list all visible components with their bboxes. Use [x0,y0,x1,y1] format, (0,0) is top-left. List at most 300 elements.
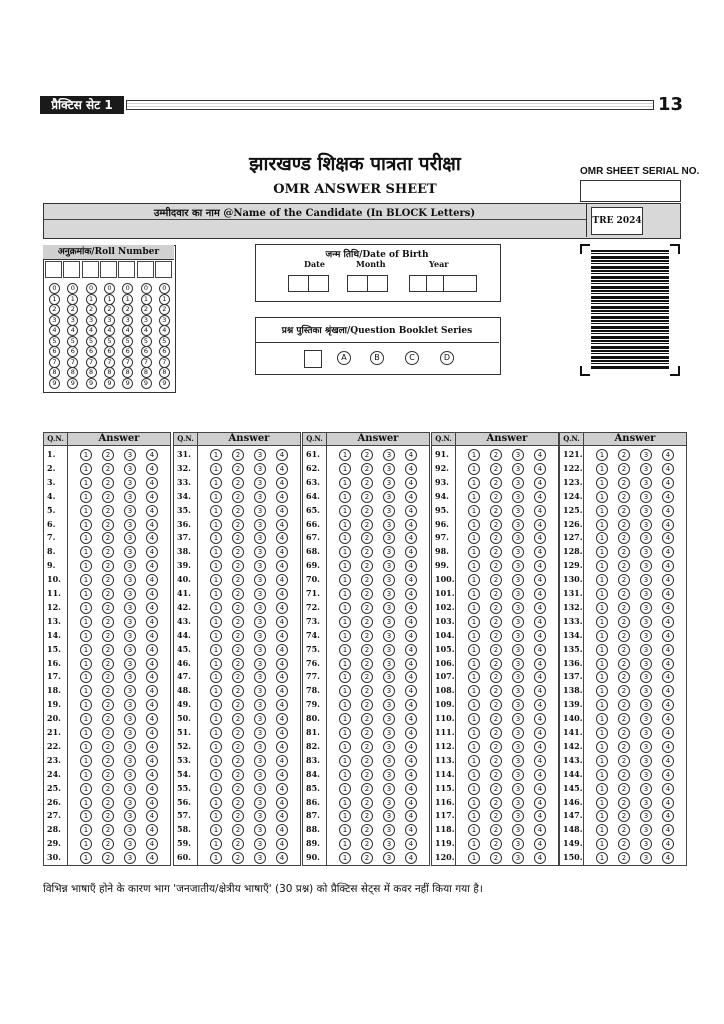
answer-option-bubble[interactable]: 1 [80,671,92,683]
answer-option-bubble[interactable]: 3 [383,810,395,822]
answer-option-bubble[interactable]: 3 [383,602,395,614]
answer-option-bubble[interactable]: 2 [102,783,114,795]
answer-option-bubble[interactable]: 3 [254,588,266,600]
dob-year-cell-2[interactable] [426,275,444,292]
roll-bubble[interactable]: 4 [159,325,170,336]
answer-option-bubble[interactable]: 1 [339,824,351,836]
answer-option-bubble[interactable]: 2 [490,755,502,767]
roll-bubble[interactable]: 6 [141,346,152,357]
answer-option-bubble[interactable]: 1 [596,560,608,572]
answer-option-bubble[interactable]: 1 [468,741,480,753]
answer-option-bubble[interactable]: 1 [210,671,222,683]
roll-bubble[interactable]: 7 [67,357,78,368]
answer-option-bubble[interactable]: 2 [232,727,244,739]
answer-option-bubble[interactable]: 2 [618,810,630,822]
answer-option-bubble[interactable]: 3 [640,810,652,822]
answer-option-bubble[interactable]: 4 [146,824,158,836]
answer-option-bubble[interactable]: 4 [146,588,158,600]
answer-option-bubble[interactable]: 3 [640,769,652,781]
answer-option-bubble[interactable]: 4 [534,852,546,864]
answer-option-bubble[interactable]: 3 [124,491,136,503]
roll-bubble[interactable]: 8 [141,367,152,378]
answer-option-bubble[interactable]: 1 [596,463,608,475]
answer-option-bubble[interactable]: 1 [210,491,222,503]
answer-option-bubble[interactable]: 1 [210,769,222,781]
answer-option-bubble[interactable]: 1 [468,574,480,586]
answer-option-bubble[interactable]: 2 [102,616,114,628]
serial-number-field[interactable] [580,180,681,202]
roll-digit-box-4[interactable] [100,261,117,278]
answer-option-bubble[interactable]: 1 [210,449,222,461]
answer-option-bubble[interactable]: 1 [210,658,222,670]
answer-option-bubble[interactable]: 4 [662,574,674,586]
answer-option-bubble[interactable]: 3 [640,449,652,461]
answer-option-bubble[interactable]: 3 [512,630,524,642]
dob-month-cell-2[interactable] [367,275,388,292]
answer-option-bubble[interactable]: 2 [102,713,114,725]
answer-option-bubble[interactable]: 3 [254,755,266,767]
answer-option-bubble[interactable]: 3 [383,658,395,670]
answer-option-bubble[interactable]: 1 [80,727,92,739]
answer-option-bubble[interactable]: 3 [254,838,266,850]
roll-bubble[interactable]: 9 [86,378,97,389]
answer-option-bubble[interactable]: 2 [618,713,630,725]
answer-option-bubble[interactable]: 2 [102,505,114,517]
answer-option-bubble[interactable]: 3 [640,838,652,850]
answer-option-bubble[interactable]: 4 [405,741,417,753]
answer-option-bubble[interactable]: 1 [339,741,351,753]
answer-option-bubble[interactable]: 3 [512,797,524,809]
answer-option-bubble[interactable]: 1 [468,602,480,614]
answer-option-bubble[interactable]: 3 [254,713,266,725]
answer-option-bubble[interactable]: 1 [596,852,608,864]
answer-option-bubble[interactable]: 4 [405,727,417,739]
answer-option-bubble[interactable]: 3 [383,741,395,753]
answer-option-bubble[interactable]: 2 [361,602,373,614]
roll-bubble[interactable]: 7 [86,357,97,368]
answer-option-bubble[interactable]: 2 [232,741,244,753]
answer-option-bubble[interactable]: 3 [512,671,524,683]
answer-option-bubble[interactable]: 2 [361,519,373,531]
answer-option-bubble[interactable]: 1 [210,602,222,614]
answer-option-bubble[interactable]: 4 [662,838,674,850]
answer-option-bubble[interactable]: 4 [405,699,417,711]
answer-option-bubble[interactable]: 1 [596,658,608,670]
answer-option-bubble[interactable]: 2 [490,699,502,711]
roll-digit-box-6[interactable] [137,261,154,278]
answer-option-bubble[interactable]: 2 [490,519,502,531]
answer-option-bubble[interactable]: 2 [102,852,114,864]
answer-option-bubble[interactable]: 1 [80,824,92,836]
answer-option-bubble[interactable]: 3 [124,852,136,864]
answer-option-bubble[interactable]: 2 [618,449,630,461]
answer-option-bubble[interactable]: 3 [383,463,395,475]
answer-option-bubble[interactable]: 1 [339,505,351,517]
roll-bubble[interactable]: 3 [159,315,170,326]
answer-option-bubble[interactable]: 2 [102,727,114,739]
answer-option-bubble[interactable]: 4 [662,477,674,489]
answer-option-bubble[interactable]: 3 [640,491,652,503]
answer-option-bubble[interactable]: 1 [80,783,92,795]
answer-option-bubble[interactable]: 2 [232,477,244,489]
roll-bubble[interactable]: 9 [122,378,133,389]
answer-option-bubble[interactable]: 3 [640,546,652,558]
answer-option-bubble[interactable]: 2 [232,574,244,586]
answer-option-bubble[interactable]: 1 [210,519,222,531]
answer-option-bubble[interactable]: 3 [512,602,524,614]
answer-option-bubble[interactable]: 3 [383,519,395,531]
answer-option-bubble[interactable]: 4 [534,532,546,544]
answer-option-bubble[interactable]: 4 [276,838,288,850]
answer-option-bubble[interactable]: 3 [512,810,524,822]
answer-option-bubble[interactable]: 1 [596,519,608,531]
answer-option-bubble[interactable]: 1 [596,727,608,739]
roll-bubble[interactable]: 8 [122,367,133,378]
answer-option-bubble[interactable]: 4 [662,699,674,711]
answer-option-bubble[interactable]: 4 [534,769,546,781]
roll-bubble[interactable]: 6 [67,346,78,357]
answer-option-bubble[interactable]: 2 [618,491,630,503]
roll-bubble[interactable]: 2 [49,304,60,315]
roll-bubble[interactable]: 0 [67,283,78,294]
answer-option-bubble[interactable]: 4 [146,519,158,531]
answer-option-bubble[interactable]: 1 [468,769,480,781]
answer-option-bubble[interactable]: 1 [210,644,222,656]
answer-option-bubble[interactable]: 4 [405,491,417,503]
answer-option-bubble[interactable]: 1 [596,838,608,850]
answer-option-bubble[interactable]: 3 [640,616,652,628]
roll-bubble[interactable]: 9 [67,378,78,389]
answer-option-bubble[interactable]: 3 [640,588,652,600]
answer-option-bubble[interactable]: 1 [80,630,92,642]
answer-option-bubble[interactable]: 3 [640,658,652,670]
answer-option-bubble[interactable]: 2 [361,824,373,836]
roll-bubble[interactable]: 6 [49,346,60,357]
answer-option-bubble[interactable]: 1 [210,741,222,753]
answer-option-bubble[interactable]: 1 [339,463,351,475]
answer-option-bubble[interactable]: 3 [124,769,136,781]
answer-option-bubble[interactable]: 1 [210,824,222,836]
answer-option-bubble[interactable]: 2 [618,755,630,767]
answer-option-bubble[interactable]: 3 [124,824,136,836]
roll-bubble[interactable]: 3 [122,315,133,326]
answer-option-bubble[interactable]: 1 [468,838,480,850]
answer-option-bubble[interactable]: 3 [512,852,524,864]
answer-option-bubble[interactable]: 4 [662,713,674,725]
answer-option-bubble[interactable]: 4 [405,685,417,697]
answer-option-bubble[interactable]: 1 [210,810,222,822]
booklet-option-a[interactable]: A [337,351,351,365]
answer-option-bubble[interactable]: 4 [276,727,288,739]
roll-bubble[interactable]: 3 [86,315,97,326]
answer-option-bubble[interactable]: 2 [232,560,244,572]
answer-option-bubble[interactable]: 1 [210,797,222,809]
answer-option-bubble[interactable]: 3 [383,824,395,836]
answer-option-bubble[interactable]: 1 [80,699,92,711]
answer-option-bubble[interactable]: 4 [146,838,158,850]
answer-option-bubble[interactable]: 4 [405,574,417,586]
answer-option-bubble[interactable]: 2 [232,755,244,767]
answer-option-bubble[interactable]: 4 [662,519,674,531]
answer-option-bubble[interactable]: 4 [405,519,417,531]
answer-option-bubble[interactable]: 2 [232,588,244,600]
answer-option-bubble[interactable]: 1 [339,852,351,864]
answer-option-bubble[interactable]: 2 [361,685,373,697]
answer-option-bubble[interactable]: 1 [339,685,351,697]
answer-option-bubble[interactable]: 4 [146,602,158,614]
answer-option-bubble[interactable]: 4 [276,783,288,795]
answer-option-bubble[interactable]: 4 [276,685,288,697]
answer-option-bubble[interactable]: 1 [596,769,608,781]
roll-bubble[interactable]: 2 [159,304,170,315]
answer-option-bubble[interactable]: 3 [254,769,266,781]
answer-option-bubble[interactable]: 2 [618,658,630,670]
roll-bubble[interactable]: 3 [141,315,152,326]
answer-option-bubble[interactable]: 3 [254,685,266,697]
answer-option-bubble[interactable]: 2 [361,532,373,544]
answer-option-bubble[interactable]: 4 [146,783,158,795]
answer-option-bubble[interactable]: 2 [618,574,630,586]
answer-option-bubble[interactable]: 4 [405,797,417,809]
answer-option-bubble[interactable]: 3 [383,797,395,809]
answer-option-bubble[interactable]: 4 [405,783,417,795]
answer-option-bubble[interactable]: 1 [596,477,608,489]
answer-option-bubble[interactable]: 4 [534,560,546,572]
answer-option-bubble[interactable]: 4 [146,477,158,489]
answer-option-bubble[interactable]: 2 [361,616,373,628]
roll-bubble[interactable]: 0 [86,283,97,294]
booklet-option-c[interactable]: C [405,351,419,365]
answer-option-bubble[interactable]: 1 [210,463,222,475]
answer-option-bubble[interactable]: 3 [124,699,136,711]
answer-option-bubble[interactable]: 4 [276,588,288,600]
roll-bubble[interactable]: 9 [141,378,152,389]
answer-option-bubble[interactable]: 3 [383,477,395,489]
answer-option-bubble[interactable]: 4 [405,630,417,642]
answer-option-bubble[interactable]: 1 [468,755,480,767]
answer-option-bubble[interactable]: 3 [512,824,524,836]
answer-option-bubble[interactable]: 3 [640,602,652,614]
answer-option-bubble[interactable]: 1 [80,658,92,670]
answer-option-bubble[interactable]: 4 [534,699,546,711]
answer-option-bubble[interactable]: 4 [276,755,288,767]
answer-option-bubble[interactable]: 3 [383,574,395,586]
roll-bubble[interactable]: 5 [49,336,60,347]
answer-option-bubble[interactable]: 3 [254,491,266,503]
answer-option-bubble[interactable]: 1 [468,699,480,711]
answer-option-bubble[interactable]: 1 [596,741,608,753]
answer-option-bubble[interactable]: 4 [146,769,158,781]
answer-option-bubble[interactable]: 1 [468,671,480,683]
answer-option-bubble[interactable]: 2 [618,602,630,614]
answer-option-bubble[interactable]: 1 [80,519,92,531]
answer-option-bubble[interactable]: 4 [276,699,288,711]
answer-option-bubble[interactable]: 2 [490,685,502,697]
answer-option-bubble[interactable]: 2 [618,505,630,517]
answer-option-bubble[interactable]: 2 [232,671,244,683]
answer-option-bubble[interactable]: 2 [102,685,114,697]
answer-option-bubble[interactable]: 2 [490,560,502,572]
answer-option-bubble[interactable]: 4 [146,449,158,461]
answer-option-bubble[interactable]: 2 [102,519,114,531]
answer-option-bubble[interactable]: 2 [490,532,502,544]
answer-option-bubble[interactable]: 1 [339,769,351,781]
answer-option-bubble[interactable]: 2 [102,644,114,656]
answer-option-bubble[interactable]: 4 [146,797,158,809]
answer-option-bubble[interactable]: 3 [124,783,136,795]
answer-option-bubble[interactable]: 2 [618,463,630,475]
answer-option-bubble[interactable]: 2 [361,630,373,642]
answer-option-bubble[interactable]: 4 [146,644,158,656]
answer-option-bubble[interactable]: 2 [618,644,630,656]
answer-option-bubble[interactable]: 4 [146,658,158,670]
answer-option-bubble[interactable]: 1 [80,838,92,850]
answer-option-bubble[interactable]: 4 [662,727,674,739]
answer-option-bubble[interactable]: 2 [618,685,630,697]
answer-option-bubble[interactable]: 1 [468,810,480,822]
answer-option-bubble[interactable]: 4 [276,546,288,558]
answer-option-bubble[interactable]: 1 [468,546,480,558]
answer-option-bubble[interactable]: 1 [339,713,351,725]
answer-option-bubble[interactable]: 2 [618,852,630,864]
answer-option-bubble[interactable]: 4 [534,838,546,850]
answer-option-bubble[interactable]: 3 [512,685,524,697]
answer-option-bubble[interactable]: 2 [232,519,244,531]
answer-option-bubble[interactable]: 4 [662,783,674,795]
answer-option-bubble[interactable]: 2 [102,477,114,489]
roll-bubble[interactable]: 1 [49,294,60,305]
answer-option-bubble[interactable]: 2 [490,449,502,461]
answer-option-bubble[interactable]: 2 [361,644,373,656]
answer-option-bubble[interactable]: 4 [534,519,546,531]
answer-option-bubble[interactable]: 4 [405,852,417,864]
answer-option-bubble[interactable]: 4 [534,630,546,642]
answer-option-bubble[interactable]: 3 [640,574,652,586]
answer-option-bubble[interactable]: 3 [512,755,524,767]
answer-option-bubble[interactable]: 2 [232,532,244,544]
answer-option-bubble[interactable]: 3 [124,671,136,683]
answer-option-bubble[interactable]: 3 [254,505,266,517]
answer-option-bubble[interactable]: 1 [339,477,351,489]
answer-option-bubble[interactable]: 1 [210,546,222,558]
answer-option-bubble[interactable]: 4 [276,671,288,683]
answer-option-bubble[interactable]: 3 [124,463,136,475]
answer-option-bubble[interactable]: 2 [361,797,373,809]
answer-option-bubble[interactable]: 3 [383,755,395,767]
answer-option-bubble[interactable]: 2 [490,810,502,822]
answer-option-bubble[interactable]: 4 [276,713,288,725]
answer-option-bubble[interactable]: 4 [534,602,546,614]
dob-year-cell-1[interactable] [409,275,427,292]
answer-option-bubble[interactable]: 2 [490,658,502,670]
answer-option-bubble[interactable]: 3 [124,532,136,544]
answer-option-bubble[interactable]: 4 [276,602,288,614]
answer-option-bubble[interactable]: 4 [662,546,674,558]
answer-option-bubble[interactable]: 1 [596,532,608,544]
answer-option-bubble[interactable]: 2 [618,546,630,558]
answer-option-bubble[interactable]: 1 [339,574,351,586]
answer-option-bubble[interactable]: 1 [468,463,480,475]
answer-option-bubble[interactable]: 1 [339,630,351,642]
answer-option-bubble[interactable]: 1 [468,560,480,572]
roll-bubble[interactable]: 6 [86,346,97,357]
roll-bubble[interactable]: 9 [104,378,115,389]
answer-option-bubble[interactable]: 3 [383,532,395,544]
answer-option-bubble[interactable]: 4 [146,560,158,572]
answer-option-bubble[interactable]: 3 [512,532,524,544]
answer-option-bubble[interactable]: 2 [490,644,502,656]
roll-bubble[interactable]: 4 [122,325,133,336]
answer-option-bubble[interactable]: 1 [596,574,608,586]
answer-option-bubble[interactable]: 4 [146,810,158,822]
answer-option-bubble[interactable]: 3 [383,560,395,572]
answer-option-bubble[interactable]: 2 [102,699,114,711]
roll-bubble[interactable]: 5 [67,336,78,347]
answer-option-bubble[interactable]: 4 [146,671,158,683]
answer-option-bubble[interactable]: 4 [534,658,546,670]
answer-option-bubble[interactable]: 3 [254,574,266,586]
answer-option-bubble[interactable]: 1 [339,810,351,822]
answer-option-bubble[interactable]: 3 [383,685,395,697]
answer-option-bubble[interactable]: 2 [361,477,373,489]
answer-option-bubble[interactable]: 4 [276,532,288,544]
answer-option-bubble[interactable]: 4 [146,505,158,517]
answer-option-bubble[interactable]: 2 [361,769,373,781]
roll-bubble[interactable]: 7 [104,357,115,368]
answer-option-bubble[interactable]: 2 [490,727,502,739]
answer-option-bubble[interactable]: 1 [210,755,222,767]
answer-option-bubble[interactable]: 1 [210,713,222,725]
answer-option-bubble[interactable]: 3 [640,685,652,697]
answer-option-bubble[interactable]: 4 [276,769,288,781]
roll-bubble[interactable]: 2 [141,304,152,315]
booklet-option-b[interactable]: B [370,351,384,365]
answer-option-bubble[interactable]: 3 [124,838,136,850]
answer-option-bubble[interactable]: 1 [339,671,351,683]
answer-option-bubble[interactable]: 2 [232,852,244,864]
answer-option-bubble[interactable]: 4 [276,852,288,864]
answer-option-bubble[interactable]: 2 [232,769,244,781]
roll-bubble[interactable]: 2 [104,304,115,315]
answer-option-bubble[interactable]: 1 [80,449,92,461]
answer-option-bubble[interactable]: 4 [405,532,417,544]
answer-option-bubble[interactable]: 1 [596,588,608,600]
dob-date-cell-1[interactable] [288,275,309,292]
answer-option-bubble[interactable]: 2 [361,699,373,711]
answer-option-bubble[interactable]: 4 [146,727,158,739]
answer-option-bubble[interactable]: 3 [640,755,652,767]
answer-option-bubble[interactable]: 3 [124,574,136,586]
answer-option-bubble[interactable]: 1 [468,727,480,739]
answer-option-bubble[interactable]: 2 [232,824,244,836]
answer-option-bubble[interactable]: 1 [596,644,608,656]
answer-option-bubble[interactable]: 4 [146,685,158,697]
answer-option-bubble[interactable]: 2 [102,824,114,836]
answer-option-bubble[interactable]: 1 [80,532,92,544]
roll-bubble[interactable]: 7 [49,357,60,368]
answer-option-bubble[interactable]: 2 [232,699,244,711]
answer-option-bubble[interactable]: 3 [512,560,524,572]
answer-option-bubble[interactable]: 4 [146,741,158,753]
answer-option-bubble[interactable]: 3 [383,838,395,850]
roll-bubble[interactable]: 9 [49,378,60,389]
answer-option-bubble[interactable]: 2 [361,810,373,822]
answer-option-bubble[interactable]: 3 [640,727,652,739]
answer-option-bubble[interactable]: 2 [102,574,114,586]
answer-option-bubble[interactable]: 2 [102,810,114,822]
answer-option-bubble[interactable]: 3 [640,852,652,864]
answer-option-bubble[interactable]: 3 [512,713,524,725]
